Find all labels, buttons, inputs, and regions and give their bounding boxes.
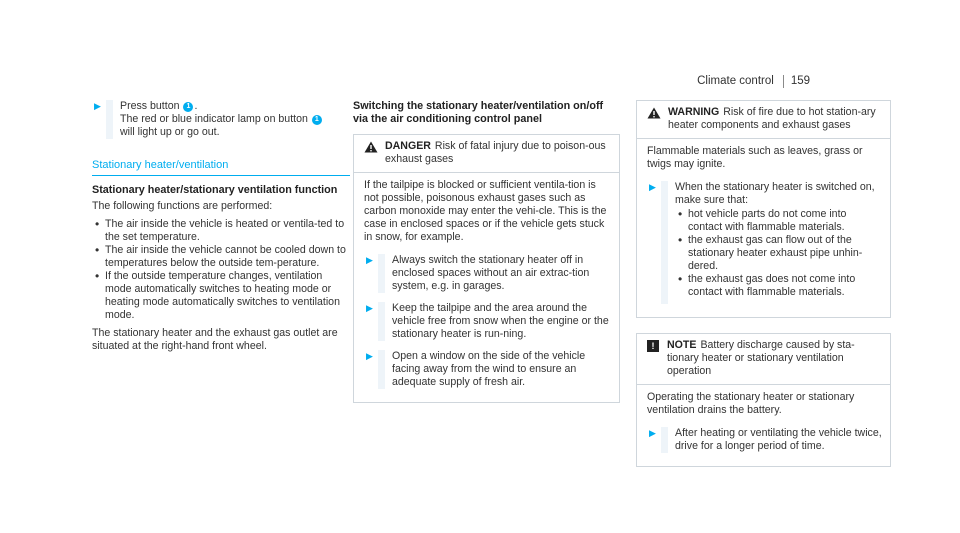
danger-label: DANGER	[385, 140, 431, 152]
notice-header	[637, 334, 890, 385]
notice-step: ▶ After heating or ventilating the vehicle twice, drive for a longer period of time.	[649, 427, 882, 452]
intro-step-text: Press button 1 . The red or blue indicator lamp on button 1 will light up or go out.	[106, 100, 350, 139]
column-2	[353, 100, 620, 403]
list-item: • The air inside the vehicle cannot be cooled down to temperatures below the outside tem-perature.	[92, 244, 350, 270]
danger-step: ▶ Open a window on the side of the vehicle facing away from the wind to ensure an adequate supply of fresh air.	[364, 350, 611, 389]
step-arrow-icon: ▶	[94, 101, 101, 111]
exclamation-icon: !	[647, 340, 659, 352]
step-arrow-icon: ▶	[649, 182, 656, 192]
danger-body: If the tailpipe is blocked or sufficient ventila-tion is not possible, poisonous exhaust gases such as carbon monoxide may enter the vehi-cle. This is the case in enclosed spaces or if the vehicle gets stuck in snow, for example.	[364, 179, 607, 243]
warning-triangle-icon	[364, 141, 380, 157]
function-intro: The following functions are performed:	[92, 200, 273, 212]
intro-step	[92, 100, 350, 139]
danger-step: ▶ Keep the tailpipe and the area around the vehicle free from snow when the engine or the stationary heater is run-ning.	[364, 302, 611, 341]
function-title: Stationary heater/stationary ventilation function	[92, 184, 338, 196]
warning-step: ▶ When the stationary heater is switched on, make sure that: • hot vehicle parts do not come into contact with flammable materials. • the exhaust gas can flow out of the stationary heater exhaust pipe unhin-dered. • the exhaust gas does not come into contact with flammable materials.	[647, 181, 882, 304]
chapter-title: Climate control	[697, 75, 774, 87]
page-header	[697, 75, 810, 88]
section-title: Stationary heater/ventilation	[92, 159, 350, 176]
step-arrow-icon: ▶	[366, 255, 373, 265]
list-item: • hot vehicle parts do not come into contact with flammable materials.	[675, 208, 882, 234]
danger-header	[354, 135, 619, 173]
notice-box	[636, 333, 891, 467]
list-item: • the exhaust gas can flow out of the stationary heater exhaust pipe unhin-dered.	[675, 234, 882, 273]
step-arrow-icon: ▶	[366, 351, 373, 361]
danger-step: ▶ Always switch the stationary heater off in enclosed spaces without an air extrac-tion system, e.g. in garages.	[364, 254, 611, 293]
heater-location-text: The stationary heater and the exhaust gas outlet are situated at the right-hand front wheel.	[92, 327, 338, 352]
notice-body: Operating the stationary heater or stationary ventilation drains the battery.	[647, 391, 855, 416]
step-arrow-icon: ▶	[649, 428, 656, 438]
step-arrow-icon: ▶	[366, 303, 373, 313]
list-item: • The air inside the vehicle is heated or ventila-ted to the set temperature.	[92, 218, 350, 244]
warning-list	[675, 208, 882, 299]
warning-triangle-icon	[647, 107, 663, 123]
notice-text: Battery discharge caused by sta-tionary heater or stationary ventilation operation	[667, 339, 855, 377]
warning-header	[637, 101, 890, 139]
warning-box	[636, 100, 891, 318]
switching-title: Switching the stationary heater/ventilation on/off via the air conditioning control panel	[353, 100, 604, 125]
warning-text: Risk of fire due to hot station-ary heater components and exhaust gases	[668, 106, 876, 131]
warning-body: Flammable materials such as leaves, grass or twigs may ignite.	[647, 145, 863, 170]
warning-label: WARNING	[668, 106, 720, 118]
function-list	[92, 218, 350, 322]
notice-label: NOTE	[667, 339, 697, 351]
danger-text: Risk of fatal injury due to poison-ous exhaust gases	[385, 140, 606, 165]
button-1-badge: 1	[183, 102, 193, 112]
button-1-badge: 1	[312, 115, 322, 125]
column-3	[636, 100, 891, 467]
danger-box	[353, 134, 620, 403]
list-item: • the exhaust gas does not come into contact with flammable materials.	[675, 273, 882, 299]
list-item: • If the outside temperature changes, ventilation mode automatically switches to heating mode or heating mode automatically switches to ventilation mode.	[92, 270, 350, 322]
column-1	[92, 100, 350, 358]
page-number: 159	[783, 75, 810, 88]
